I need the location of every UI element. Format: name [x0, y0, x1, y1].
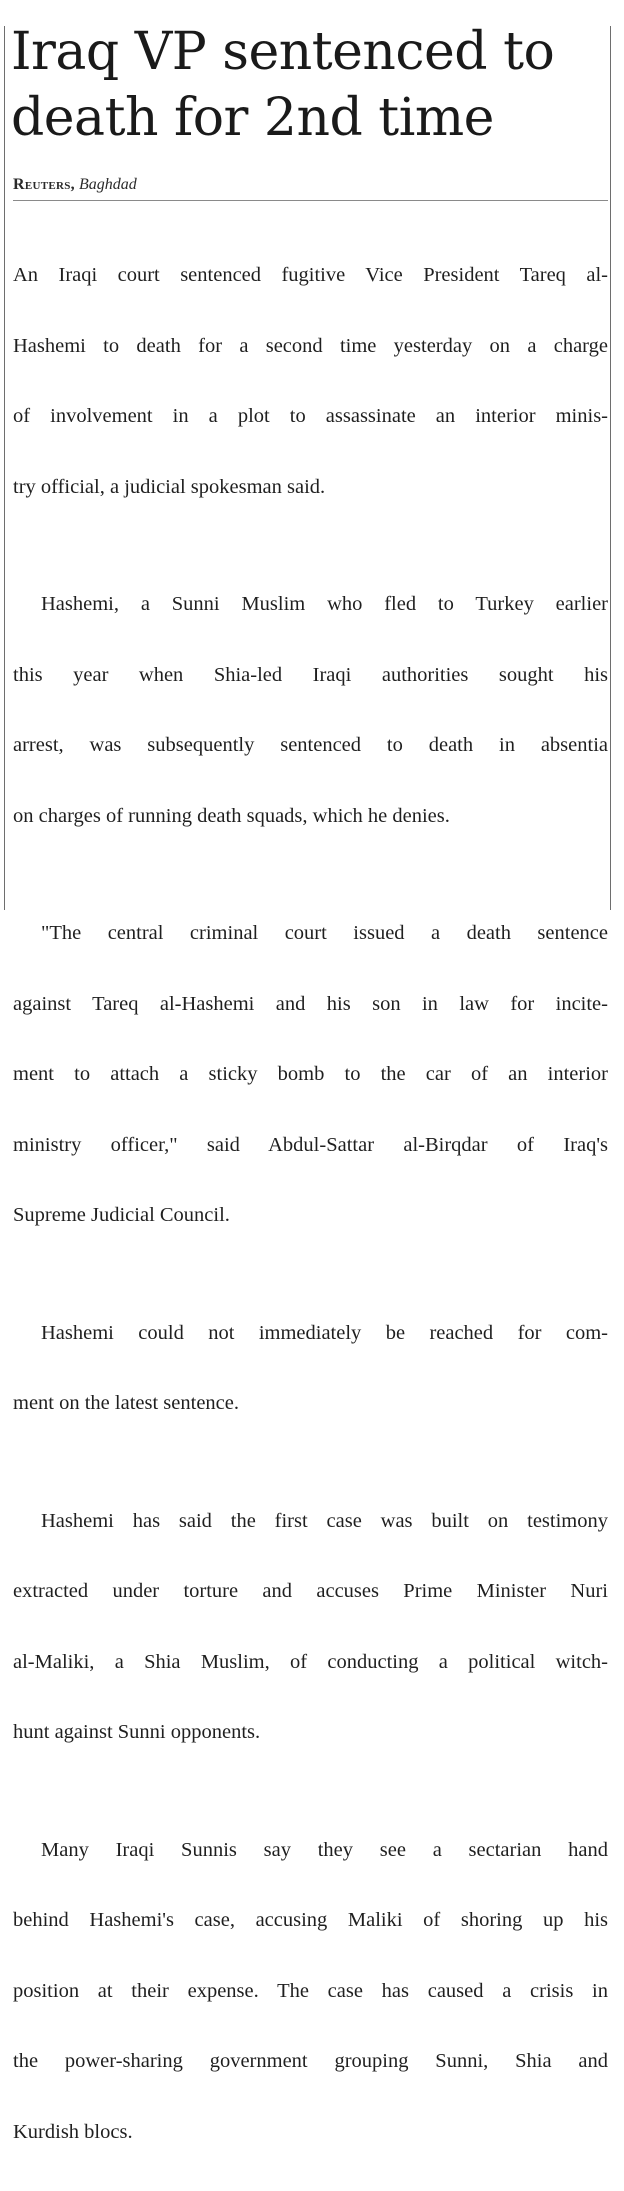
byline-agency: Reuters, — [13, 176, 75, 193]
text-line: hunt against Sunni opponents. — [13, 1721, 608, 1745]
text-line: Many Iraqi Sunnis say they see a sectarian hand — [13, 1839, 608, 1863]
byline — [13, 175, 137, 195]
byline-place: Baghdad — [79, 176, 137, 193]
text-line: Hashemi has said the first case was built on testimony — [13, 1510, 608, 1534]
text-line: the power-sharing government grouping Sunni, Shia and — [13, 2050, 608, 2074]
text-line: ministry officer," said Abdul-Sattar al-Birqdar of Iraq's — [13, 1134, 608, 1158]
text-line: Hashemi, a Sunni Muslim who fled to Turkey earlier — [13, 593, 608, 617]
text-line: against Tareq al-Hashemi and his son in law for incite- — [13, 993, 608, 1017]
paragraph — [13, 1463, 608, 1792]
byline-divider — [13, 200, 608, 201]
text-line: Hashemi to death for a second time yesterday on a charge — [13, 335, 608, 359]
headline-line: death for 2nd time — [11, 85, 609, 151]
text-line: An Iraqi court sentenced fugitive Vice President Tareq al- — [13, 264, 608, 288]
paragraph — [13, 1792, 608, 2191]
text-line: Kurdish blocs. — [13, 2121, 608, 2145]
article-body — [13, 217, 608, 2191]
text-line: al-Maliki, a Shia Muslim, of conducting a political witch- — [13, 1651, 608, 1675]
paragraph — [13, 875, 608, 1275]
text-line: of involvement in a plot to assassinate an interior minis- — [13, 405, 608, 429]
column-rule-right — [610, 26, 611, 910]
text-line: arrest, was subsequently sentenced to death in absentia — [13, 734, 608, 758]
column-rule-left — [4, 26, 5, 910]
paragraph — [13, 1275, 608, 1463]
text-line: behind Hashemi's case, accusing Maliki of shoring up his — [13, 1909, 608, 1933]
text-line: position at their expense. The case has caused a crisis in — [13, 1980, 608, 2004]
paragraph — [13, 546, 608, 875]
paragraph — [13, 217, 608, 546]
text-line: ment on the latest sentence. — [13, 1392, 608, 1416]
headline — [11, 19, 609, 151]
text-line: Hashemi could not immediately be reached for com- — [13, 1322, 608, 1346]
text-line: try official, a judicial spokesman said. — [13, 476, 608, 500]
text-line: on charges of running death squads, which he denies. — [13, 805, 608, 829]
text-line: ment to attach a sticky bomb to the car of an interior — [13, 1063, 608, 1087]
text-line: extracted under torture and accuses Prime Minister Nuri — [13, 1580, 608, 1604]
text-line: this year when Shia-led Iraqi authorities sought his — [13, 664, 608, 688]
headline-line: Iraq VP sentenced to — [11, 19, 609, 85]
text-line: Supreme Judicial Council. — [13, 1204, 608, 1228]
text-line: "The central criminal court issued a death sentence — [13, 922, 608, 946]
